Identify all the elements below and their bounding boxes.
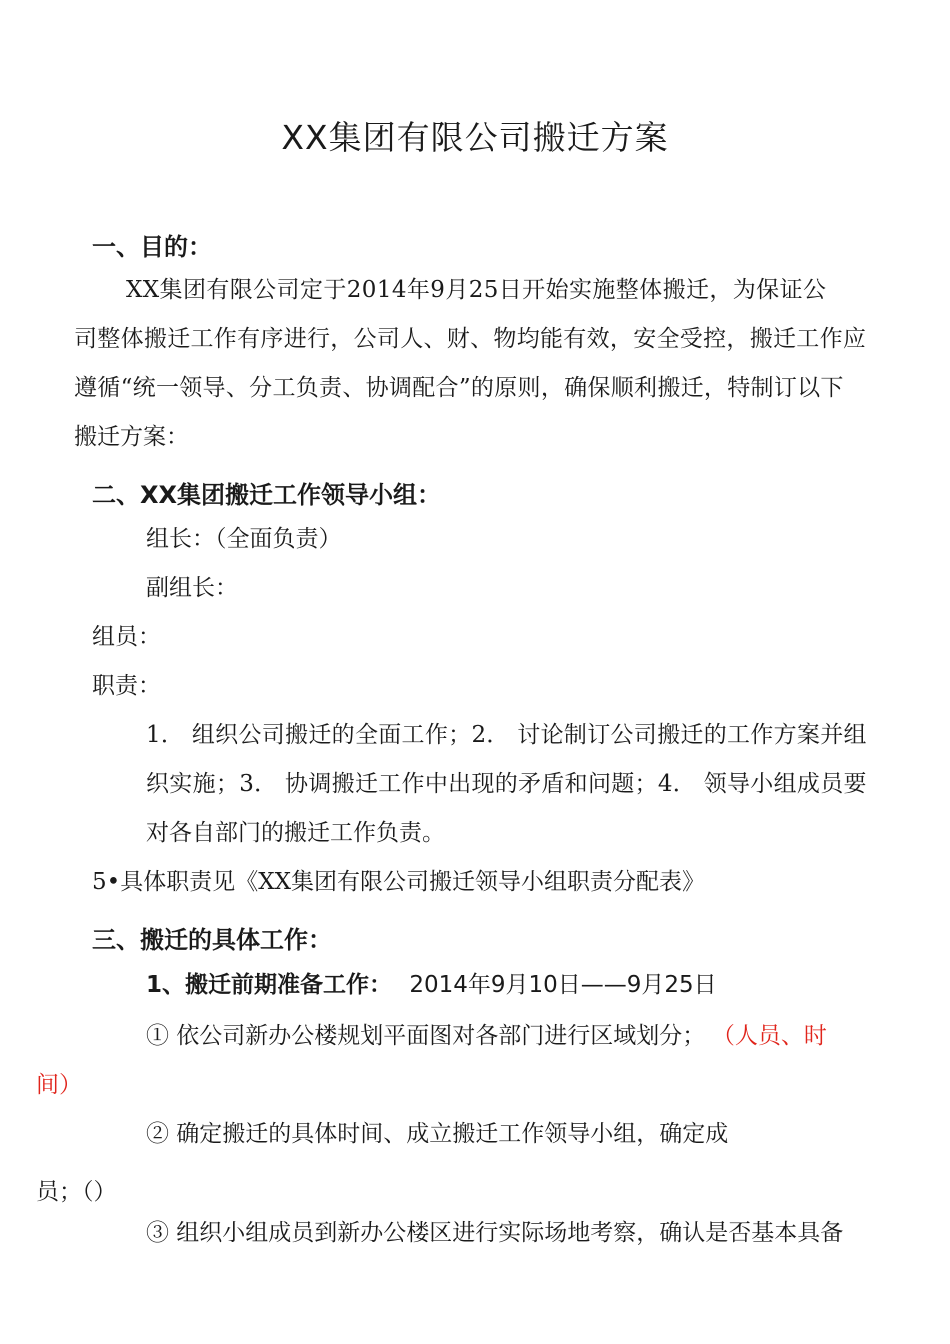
document-title: XX集团有限公司搬迁方案 bbox=[281, 118, 669, 157]
section1-paragraph-line-4: 搬迁方案： bbox=[74, 424, 189, 450]
section2-heading: 二、XX集团搬迁工作领导小组： bbox=[92, 481, 442, 509]
duties-line-3: 对各自部门的搬迁工作负责。 bbox=[146, 820, 445, 846]
item3-line-1: ③ 组织小组成员到新办公楼区进行实际场地考察，确认是否基本具备 bbox=[146, 1220, 844, 1246]
item2-line-2: 员；（） bbox=[36, 1179, 117, 1205]
item2-line-1: ② 确定搬迁的具体时间、成立搬迁工作领导小组，确定成 bbox=[146, 1121, 729, 1147]
duties-line-2: 织实施；3． 协调搬迁工作中出现的矛盾和问题；4． 领导小组成员要 bbox=[146, 771, 867, 797]
deputy-leader-line: 副组长： bbox=[146, 575, 238, 601]
duties-label: 职责： bbox=[92, 673, 161, 699]
item1-line bbox=[146, 1021, 827, 1051]
section1-paragraph-line-3: 遵循“统一领导、分工负责、协调配合”的原则，确保顺利搬迁，特制订以下 bbox=[74, 375, 844, 401]
leader-line: 组长：（全面负责） bbox=[146, 526, 342, 552]
item1-text: ① 依公司新办公楼规划平面图对各部门进行区域划分； bbox=[146, 1023, 706, 1049]
subsection1-label: 1、搬迁前期准备工作： bbox=[146, 972, 393, 998]
section1-heading: 一、目的： bbox=[92, 233, 212, 261]
section1-paragraph-line-1: XX集团有限公司定于2014年9月25日开始实施整体搬迁，为保证公 bbox=[126, 277, 827, 303]
duties-line-4: 5•具体职责见《XX集团有限公司搬迁领导小组职责分配表》 bbox=[92, 869, 705, 895]
item1-note-b: 间） bbox=[36, 1072, 82, 1098]
members-line: 组员： bbox=[92, 624, 161, 650]
subsection1-dates: 2014年9月10日——9月25日 bbox=[409, 972, 717, 998]
subsection1-line bbox=[146, 970, 717, 1000]
item1-note-a: （人员、时 bbox=[723, 1023, 827, 1049]
section1-paragraph-line-2: 司整体搬迁工作有序进行，公司人、财、物均能有效，安全受控，搬迁工作应 bbox=[74, 326, 867, 352]
section3-heading: 三、搬迁的具体工作： bbox=[92, 926, 332, 954]
duties-line-1: 1． 组织公司搬迁的全面工作；2． 讨论制订公司搬迁的工作方案并组 bbox=[146, 722, 867, 748]
